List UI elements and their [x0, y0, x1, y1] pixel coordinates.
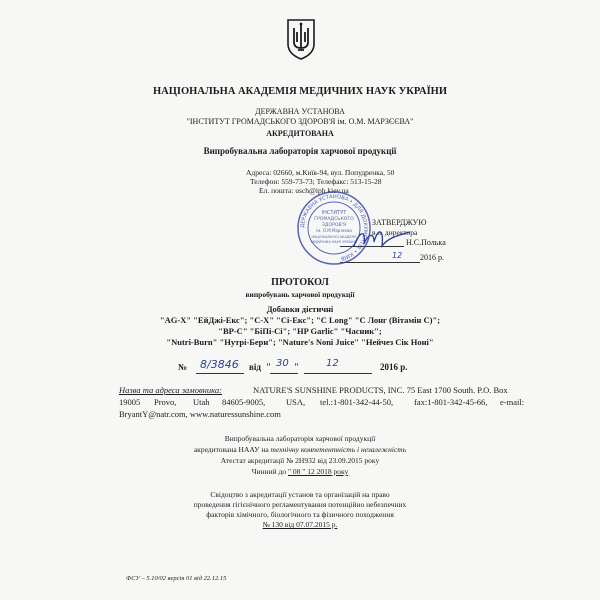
- stamp-line2: ГРОМАДСЬКОГО: [314, 217, 354, 222]
- certificate-line-1: Свідоцтво з акредитації установ та організацій на право: [210, 490, 390, 499]
- product-line-3: "Nutri-Burn" "Нутрі-Берн"; "Nature's Noni Juice" "Нейчез Сік Ноні": [166, 337, 434, 347]
- customer-tel: tel.:1-801-342-44-50,: [320, 397, 394, 407]
- accreditation-line-2-b: технічну компетентність і незалежність: [270, 445, 407, 454]
- approval-year: 2016 р.: [420, 253, 444, 262]
- customer-line-1: NATURE'S SUNSHINE PRODUCTS, INC. 75 East 1700 South. P.O. Box: [253, 385, 508, 395]
- director-label: в.о. директора: [372, 228, 418, 237]
- accreditation-line-2: [0, 445, 600, 454]
- product-label: Добавки дієтичні: [266, 304, 334, 314]
- institution-stamp: [296, 190, 372, 266]
- coat-of-arms-icon: [286, 18, 316, 60]
- customer-city: Provo,: [154, 397, 177, 407]
- stamp-line3: ЗДОРОВ'Я: [321, 223, 347, 228]
- number-underline: [196, 373, 244, 374]
- form-code: ФСУ – 5.10/02 версія 01 від 22.12.15: [126, 575, 227, 582]
- month-underline: [304, 373, 372, 374]
- accreditation-line-2-a: акредитована НААУ на: [193, 445, 271, 454]
- phone: Телефон: 559-73-73; Телефакс: 513-15-28: [250, 177, 382, 186]
- certificate-line-2: проведення гігієнічного регламентування потенційно небезпечних: [193, 500, 407, 509]
- protocol-month: 12: [326, 358, 339, 369]
- day-underline: [270, 373, 298, 374]
- address: Адреса: 02660, м.Київ-94, вул. Попудренка, 50: [246, 168, 395, 177]
- director-name: Н.С.Полька: [406, 238, 446, 247]
- stamp-ring-text: ДЕРЖАВНА УСТАНОВА • ДЛЯ ДОКУМЕНТІВ • КИЇВ: [299, 193, 369, 262]
- customer-fax: fax:1-801-342-45-66,: [414, 397, 488, 407]
- customer-email-label: e-mail:: [500, 397, 525, 407]
- email: Ел. пошта: usch@iph.kiev.ua: [259, 186, 349, 195]
- approval-month: 12: [392, 251, 403, 260]
- accredited-label: АКРЕДИТОВАНА: [266, 129, 334, 138]
- certificate-line-3: факторів хімічного, біологічного та фізичного походження: [206, 510, 394, 519]
- academy-name: НАЦІОНАЛЬНА АКАДЕМІЯ МЕДИЧНИХ НАУК УКРАЇНИ: [153, 86, 447, 97]
- institution-name: "ІНСТИТУТ ГРОМАДСЬКОГО ЗДОРОВ'Я ім. О.М. МАРЗЄЄВА": [186, 117, 414, 126]
- stamp-line1: ІНСТИТУТ: [321, 210, 347, 216]
- customer-state: Utah: [193, 397, 210, 407]
- product-line-1: "AG-X" "ЕйДжі-Екс"; "C-X" "Сі-Екс"; "C Long" "С Лонг (Вітамін С)";: [159, 315, 441, 325]
- protocol-day: 30: [276, 358, 289, 369]
- institution-type: ДЕРЖАВНА УСТАНОВА: [255, 107, 345, 116]
- stamp-line4: ім. О.М.Марзєєва: [316, 228, 352, 233]
- protocol-number: 8/3846: [200, 358, 239, 371]
- customer-country: USA,: [286, 397, 306, 407]
- accreditation-valid-date: " 08 " 12 2018 року: [287, 467, 349, 476]
- stamp-line6: МЕДИЧНИХ НАУК УКРАЇНИ: [310, 240, 358, 244]
- certificate-line-4: № 130 від 07.07.2015 р.: [262, 520, 338, 529]
- day-quote-open: ": [266, 362, 271, 372]
- approve-label: ЗАТВЕРДЖУЮ: [372, 218, 427, 227]
- accreditation-line-3: Атестат акредитації № 2Н932 від 23.09.2015 року: [220, 456, 380, 465]
- accreditation-valid-label: Чинний до: [251, 467, 288, 476]
- accreditation-line-1: Випробувальна лабораторія харчової продукції: [224, 434, 376, 443]
- customer-zip: 19005: [119, 397, 141, 407]
- product-line-2: "BP-C" "БіПі-Сі"; "HP Garlic" "Часник";: [218, 326, 382, 336]
- stamp-line5: НАЦІОНАЛЬНОЇ АКАДЕМІЇ: [311, 235, 357, 239]
- lab-name: Випробувальна лабораторія харчової продукції: [203, 146, 397, 156]
- customer-line-3: BryantY@natr.com, www.naturessunshine.com: [119, 409, 281, 419]
- customer-label: Назва та адреса замовника:: [119, 385, 222, 395]
- protocol-title: ПРОТОКОЛ: [271, 277, 329, 288]
- day-quote-close: ": [294, 362, 299, 372]
- number-prefix: №: [178, 362, 188, 372]
- from-label: від: [249, 362, 261, 372]
- customer-postcode: 84605-9005,: [222, 397, 266, 407]
- protocol-year: 2016 р.: [380, 362, 408, 372]
- protocol-subtitle: випробувань харчової продукції: [245, 290, 355, 299]
- accreditation-line-4: [0, 467, 600, 476]
